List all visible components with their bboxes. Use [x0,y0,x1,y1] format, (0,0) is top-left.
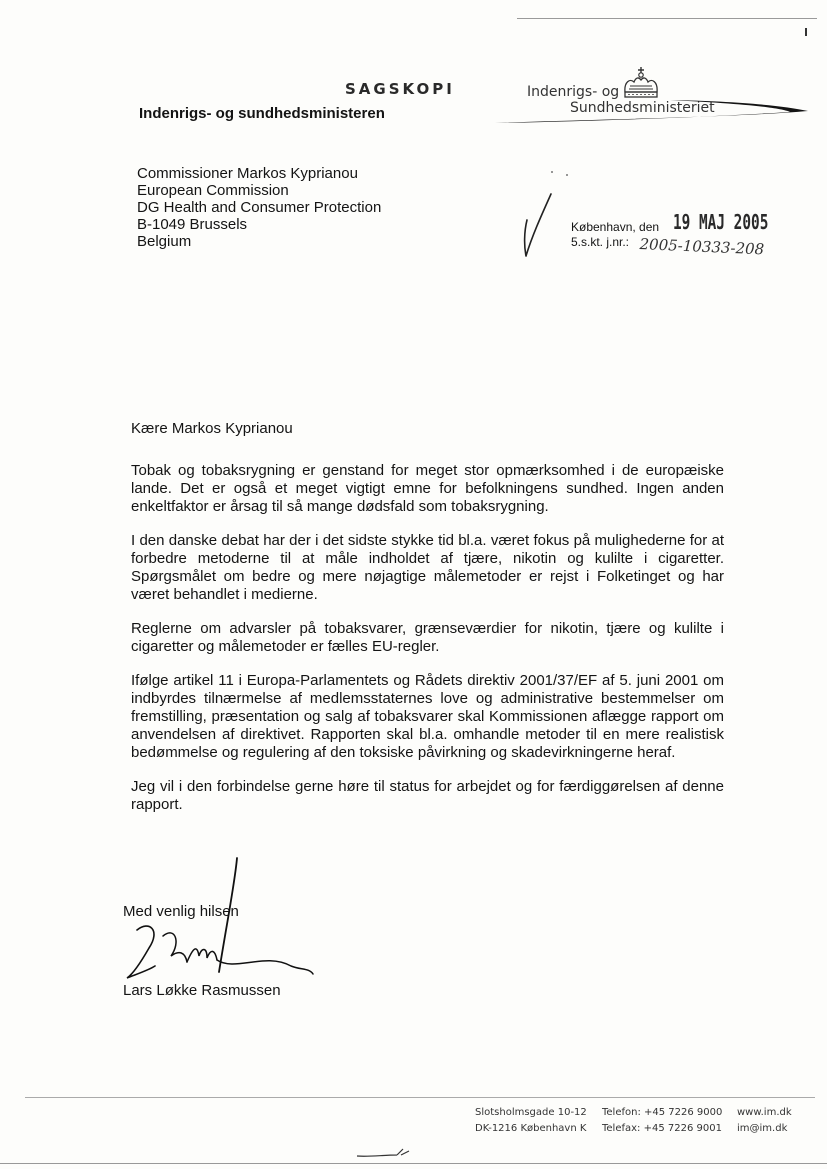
place-date-label: København, den [571,220,660,234]
pen-scribble [355,1145,415,1159]
top-rule [517,18,817,19]
signer-name: Lars Løkke Rasmussen [123,982,281,999]
recipient-line: European Commission [137,182,289,199]
sender-title: Indenrigs- og sundhedsministeren [139,105,385,122]
logo-text-line1: Indenrigs- og [527,84,620,100]
paragraph: I den danske debat har der i det sidste stykke tid bl.a. været fokus på mulighederne for at forbedre metoderne til at måle indholdet af tjære, nikotin og kulilte i cigaretter. Spørgsmålet om bedre og mere nøjagtige målemetoder er rejst i Folketinget og har været behandlet i medierne. [131,532,724,603]
paragraph: Ifølge artikel 11 i Europa-Parlamentets og Rådets direktiv 2001/37/EF af 5. juni 2001 om indbyrdes tilnærmelse af medlemsstaternes love og administrative bestemmelser om fremstilling, præsentation og salg af tobaksvarer skal Kommissionen aflægge rapport om anvendelsen af direktivet. Rapporten skal bl.a. omhandle metoder til en mere realistisk bedømmelse og regulering af den toksiske påvirkning og skadevirkningerne heraf. [131,672,724,761]
case-number-label: 5.s.kt. j.nr.: [571,235,630,249]
recipient-line: B-1049 Brussels [137,216,248,233]
footer-address-line: DK-1216 København K [475,1123,587,1134]
footer-email: im@im.dk [737,1123,788,1134]
footer-web [737,1105,792,1137]
salutation: Kære Markos Kyprianou [131,420,293,437]
recipient-line: Belgium [137,233,192,250]
bottom-rule [0,1163,827,1164]
recipient-line: Commissioner Markos Kyprianou [137,165,358,182]
speck [566,174,568,176]
logo-text-line2: Sundhedsministeriet [570,100,715,116]
speck [551,171,553,173]
case-copy-stamp: SAGSKOPI [345,80,455,98]
paragraph: Reglerne om advarsler på tobaksvarer, grænseværdier for nikotin, tjære og kulilte i cigaretter og målemetoder er fælles EU-regler. [131,620,724,655]
footer-phone-line: Telefon: +45 7226 9000 [602,1107,723,1118]
footer-fax-line: Telefax: +45 7226 9001 [602,1123,722,1134]
footer-address-line: Slotsholmsgade 10-12 [475,1107,587,1118]
footer-rule [25,1097,815,1098]
footer-phone [602,1105,722,1137]
paragraph: Tobak og tobaksrygning er genstand for meget stor opmærksomhed i de europæiske lande. Det er også et meget vigtigt emne for befolkningens sundhed. Ingen anden enkeltfaktor er årsag til så mange dødsfald som tobaksrygning. [131,462,724,515]
corner-mark [805,28,807,36]
handwritten-case-number: 2005-10333-208 [639,235,765,259]
closing: Med venlig hilsen [123,903,239,920]
paragraph: Jeg vil i den forbindelse gerne høre til status for arbejdet og for færdiggørelsen af denne rapport. [131,778,724,813]
footer-address [475,1105,587,1137]
footer-website: www.im.dk [737,1107,792,1118]
letter-body [131,420,724,830]
ministry-swoosh-logo [490,95,810,127]
handwritten-check-mark [520,190,554,262]
recipient-address [137,165,381,250]
recipient-line: DG Health and Consumer Protection [137,199,382,216]
handwritten-signature [115,852,325,997]
date-stamp: 19 MAJ 2005 [673,210,769,234]
